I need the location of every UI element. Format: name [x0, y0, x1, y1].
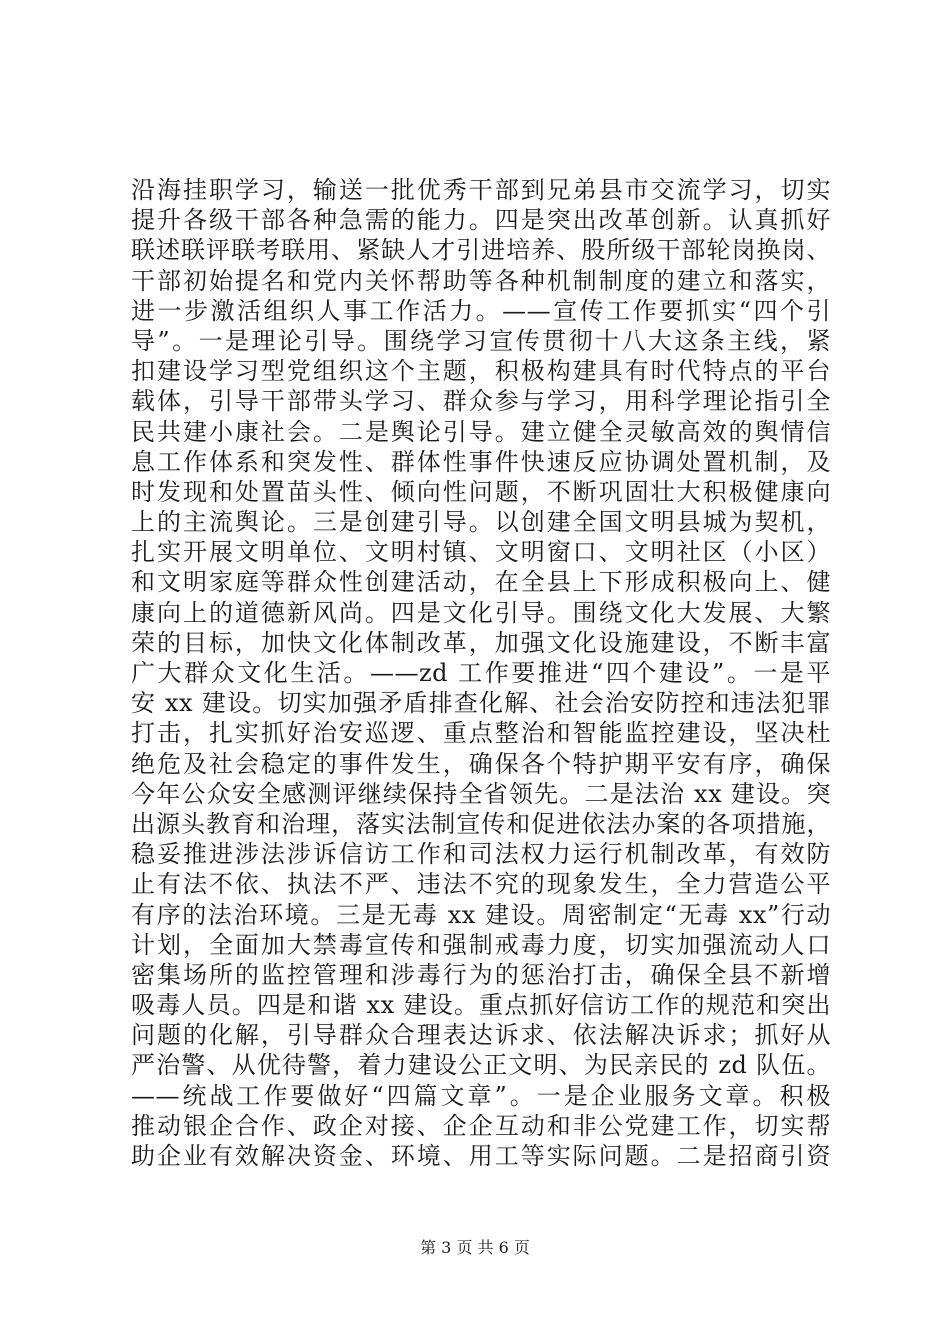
- text-line: 严治警、从优待警，着力建设公正文明、为民亲民的 zd 队伍。: [131, 1051, 831, 1080]
- text-line: 和文明家庭等群众性创建活动，在全县上下形成积极向上、健: [131, 568, 831, 597]
- text-line: 进一步激活组织人事工作活力。——宣传工作要抓实“四个引: [131, 296, 831, 325]
- text-line: 康向上的道德新风尚。四是文化引导。围绕文化大发展、大繁: [131, 598, 831, 627]
- text-line: 有序的法治环境。三是无毒 xx 建设。周密制定“无毒 xx”行动: [131, 900, 831, 929]
- text-line: 民共建小康社会。二是舆论引导。建立健全灵敏高效的舆情信: [131, 417, 831, 446]
- text-line: 扎实开展文明单位、文明村镇、文明窗口、文明社区（小区）: [131, 538, 831, 567]
- text-line: 助企业有效解决资金、环境、用工等实际问题。二是招商引资: [131, 1142, 831, 1170]
- text-line: 干部初始提名和党内关怀帮助等各种机制制度的建立和落实，: [131, 266, 831, 295]
- text-line: 计划，全面加大禁毒宣传和强制戒毒力度，切实加强流动人口: [131, 930, 831, 959]
- text-line: 密集场所的监控管理和涉毒行为的惩治打击，确保全县不新增: [131, 960, 831, 989]
- text-line: 沿海挂职学习，输送一批优秀干部到兄弟县市交流学习，切实: [131, 176, 831, 204]
- text-line: 今年公众安全感测评继续保持全省领先。二是法治 xx 建设。突: [131, 779, 831, 808]
- text-line: 导”。一是理论引导。围绕学习宣传贯彻十八大这条主线，紧: [131, 326, 831, 355]
- text-line: ——统战工作要做好“四篇文章”。一是企业服务文章。积极: [131, 1081, 831, 1110]
- text-line: 息工作体系和突发性、群体性事件快速反应协调处置机制，及: [131, 447, 831, 476]
- text-line: 扣建设学习型党组织这个主题，积极构建具有时代特点的平台: [131, 357, 831, 386]
- text-line: 上的主流舆论。三是创建引导。以创建全国文明县城为契机，: [131, 508, 831, 537]
- text-line: 荣的目标，加快文化体制改革，加强文化设施建设，不断丰富: [131, 628, 831, 657]
- text-line: 止有法不依、执法不严、违法不究的现象发生，全力营造公平: [131, 870, 831, 899]
- text-line: 联述联评联考联用、紧缺人才引进培养、股所级干部轮岗换岗、: [131, 236, 831, 265]
- text-line: 打击，扎实抓好治安巡逻、重点整治和智能监控建设，坚决杜: [131, 719, 831, 748]
- text-line: 安 xx 建设。切实加强矛盾排查化解、社会治安防控和违法犯罪: [131, 689, 831, 718]
- text-line: 稳妥推进涉法涉诉信访工作和司法权力运行机制改革，有效防: [131, 840, 831, 869]
- text-line: 推动银企合作、政企对接、企企互动和非公党建工作，切实帮: [131, 1111, 831, 1140]
- body-text: [131, 175, 831, 1171]
- text-line: 吸毒人员。四是和谐 xx 建设。重点抓好信访工作的规范和突出: [131, 991, 831, 1020]
- text-line: 出源头教育和治理，落实法制宣传和促进依法办案的各项措施，: [131, 809, 831, 838]
- text-line: 时发现和处置苗头性、倾向性问题，不断巩固壮大积极健康向: [131, 477, 831, 506]
- text-line: 载体，引导干部带头学习、群众参与学习，用科学理论指引全: [131, 387, 831, 416]
- text-line: 绝危及社会稳定的事件发生，确保各个特护期平安有序，确保: [131, 749, 831, 778]
- text-line: 提升各级干部各种急需的能力。四是突出改革创新。认真抓好: [131, 206, 831, 235]
- text-line: 问题的化解，引导群众合理表达诉求、依法解决诉求；抓好从: [131, 1021, 831, 1050]
- text-line: 广大群众文化生活。——zd 工作要推进“四个建设”。一是平: [131, 659, 831, 687]
- page-footer: 第 3 页 共 6 页: [420, 1238, 530, 1257]
